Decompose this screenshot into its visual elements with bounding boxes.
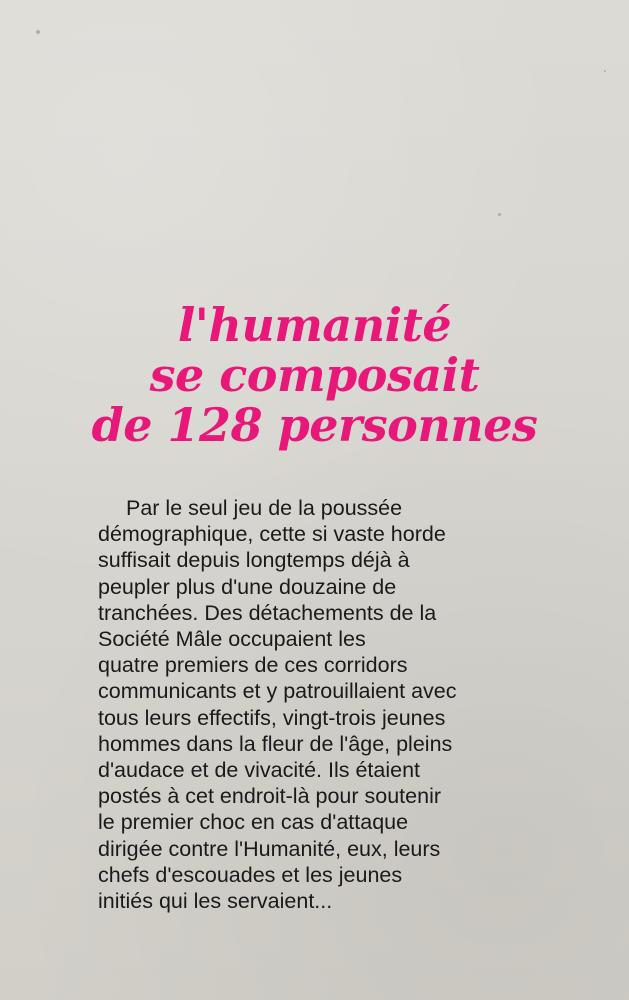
blurb-line: tranchées. Des détachements de la [98,600,437,625]
blurb-line: communicants et y patrouillaient avec [98,679,457,704]
headline-line-3: de 128 personnes [91,398,538,452]
blurb-line: quatre premiers de ces corridors [98,653,408,678]
cover-headline [0,300,629,450]
blurb-line: le premier choc en cas d'attaque [98,810,409,835]
paper-speck [36,30,40,34]
blurb-line: tous leurs effectifs, vingt-trois jeunes [98,705,446,730]
blurb-line: peupler plus d'une douzaine de [98,574,397,599]
blurb-line: démographique, cette si vaste horde [98,522,446,547]
blurb-line: initiés qui les servaient... [98,889,333,914]
blurb-line: d'audace et de vivacité. Ils étaient [98,758,421,783]
blurb-line: suffisait depuis longtemps déjà à [98,548,410,573]
paper-speck [498,213,501,216]
blurb-line: Société Mâle occupaient les [98,627,366,652]
blurb-line: chefs d'escouades et les jeunes [98,862,403,887]
headline-line-1: l'humanité [177,298,452,352]
blurb-line: hommes dans la fleur de l'âge, pleins [98,731,453,756]
blurb-line: Par le seul jeu de la poussée [126,496,403,520]
blurb-line: postés à cet endroit-là pour soutenir [98,784,442,809]
blurb-line: dirigée contre l'Humanité, eux, leurs [98,836,441,861]
paper-speck [604,70,606,72]
blurb-paragraph [98,495,608,914]
headline-line-2: se composait [149,348,480,402]
